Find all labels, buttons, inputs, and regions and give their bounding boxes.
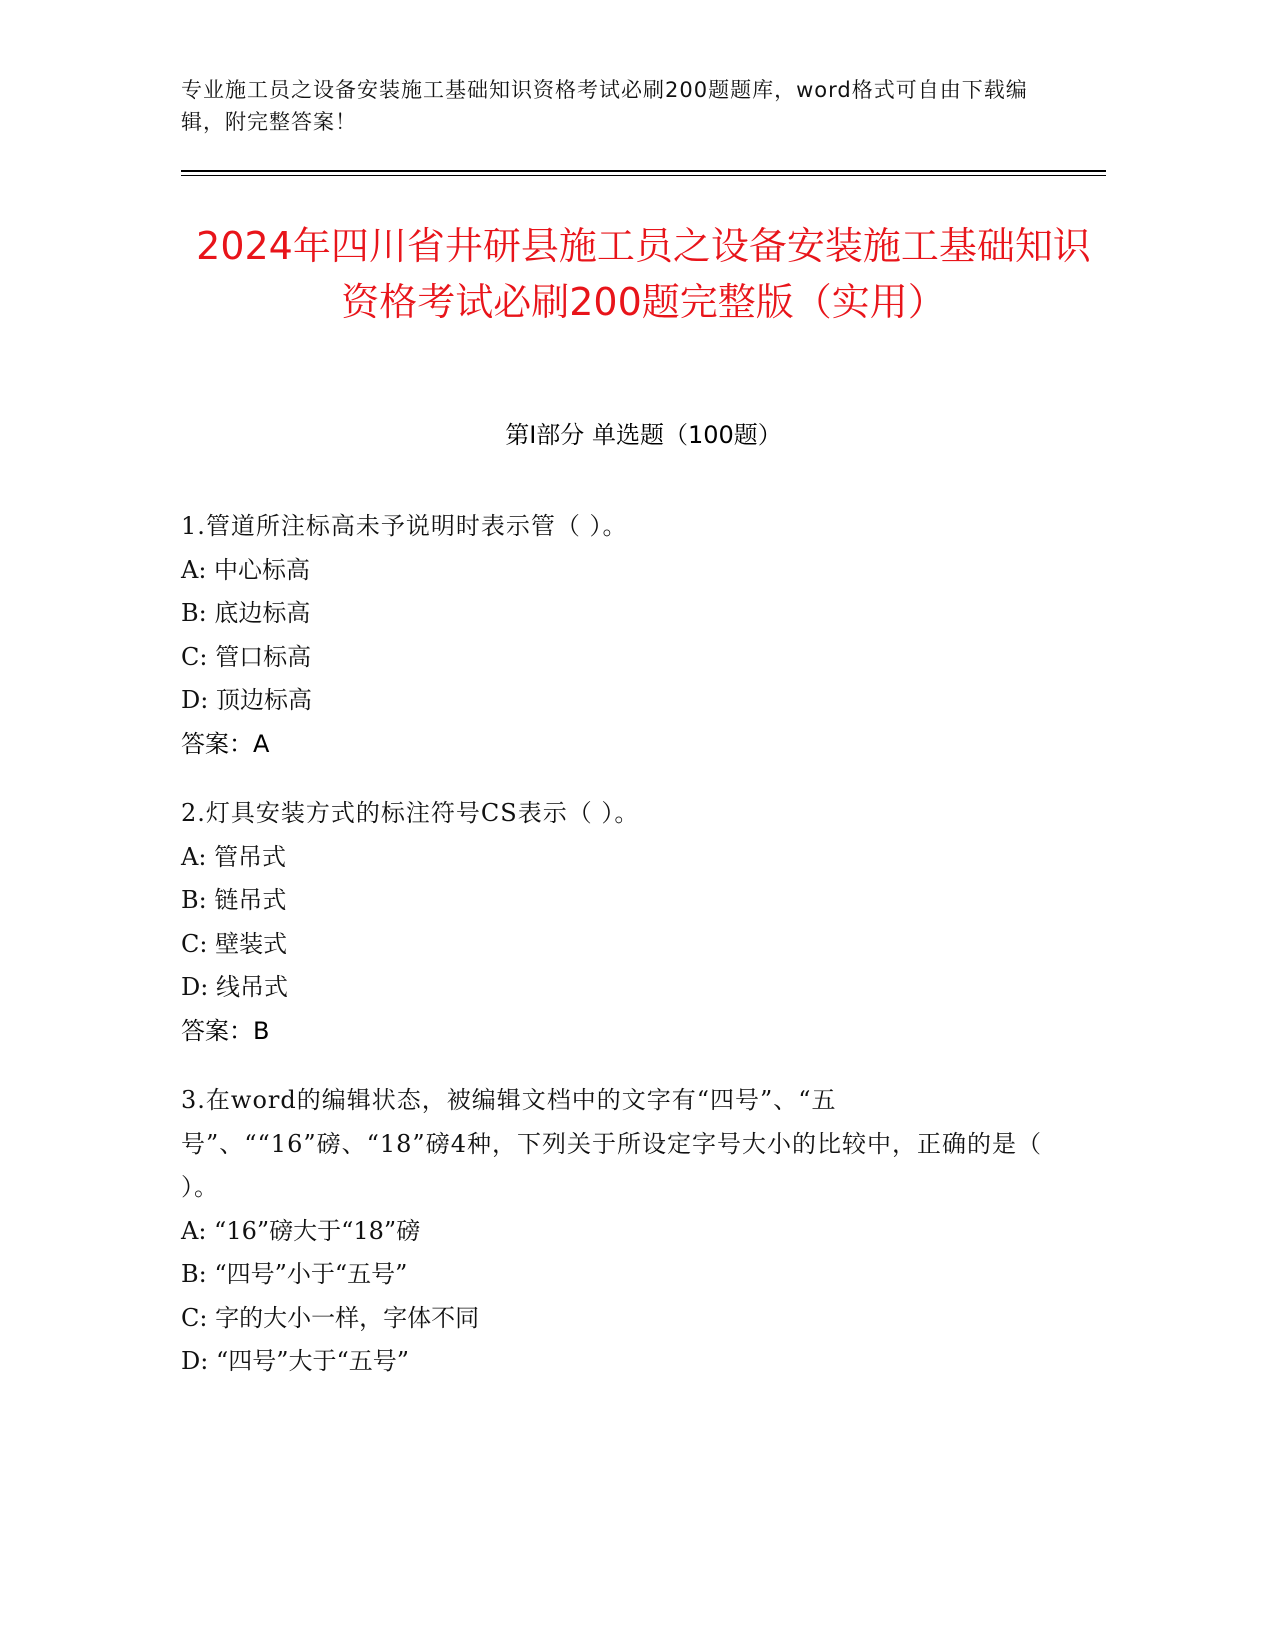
- question-answer: 答案：A: [181, 729, 270, 758]
- question-item: [181, 505, 1051, 766]
- question-item: [181, 792, 1051, 1053]
- question-option-c: C: 管口标高: [181, 642, 312, 671]
- question-answer: 答案：B: [181, 1016, 270, 1045]
- question-item: [181, 1079, 1051, 1384]
- question-option-b: B: “四号”小于“五号”: [181, 1260, 408, 1288]
- question-list: [181, 505, 1051, 1410]
- header-note: 专业施工员之设备安装施工基础知识资格考试必刷200题题库，word格式可自由下载编辑，附完整答案！: [181, 78, 1028, 134]
- question-option-a: A: “16”磅大于“18”磅: [181, 1216, 421, 1245]
- question-option-a: A: 管吊式: [181, 842, 287, 871]
- question-option-d: D: 线吊式: [181, 973, 288, 1001]
- question-option-a: A: 中心标高: [181, 555, 311, 584]
- section-heading: 第I部分 单选题（100题）: [505, 421, 782, 449]
- question-option-b: B: 链吊式: [181, 886, 287, 914]
- question-option-d: D: “四号”大于“五号”: [181, 1347, 410, 1375]
- question-option-d: D: 顶边标高: [181, 686, 312, 714]
- question-stem: 1.管道所注标高未予说明时表示管（ ）。: [181, 512, 628, 540]
- question-option-c: C: 壁装式: [181, 929, 288, 958]
- document-title: 2024年四川省井研县施工员之设备安装施工基础知识资格考试必刷200题完整版（实用）: [196, 224, 1091, 324]
- question-option-b: B: 底边标高: [181, 599, 311, 627]
- question-stem: 2.灯具安装方式的标注符号CS表示（ ）。: [181, 799, 640, 827]
- question-option-c: C: 字的大小一样，字体不同: [181, 1303, 480, 1332]
- header-divider-thick: [181, 170, 1106, 172]
- header-divider-thin: [181, 175, 1106, 176]
- question-stem: 3.在word的编辑状态，被编辑文档中的文字有“四号”、“五号”、““16”磅、“18”磅4种，下列关于所设定字号大小的比较中，正确的是（ ）。: [181, 1086, 1042, 1201]
